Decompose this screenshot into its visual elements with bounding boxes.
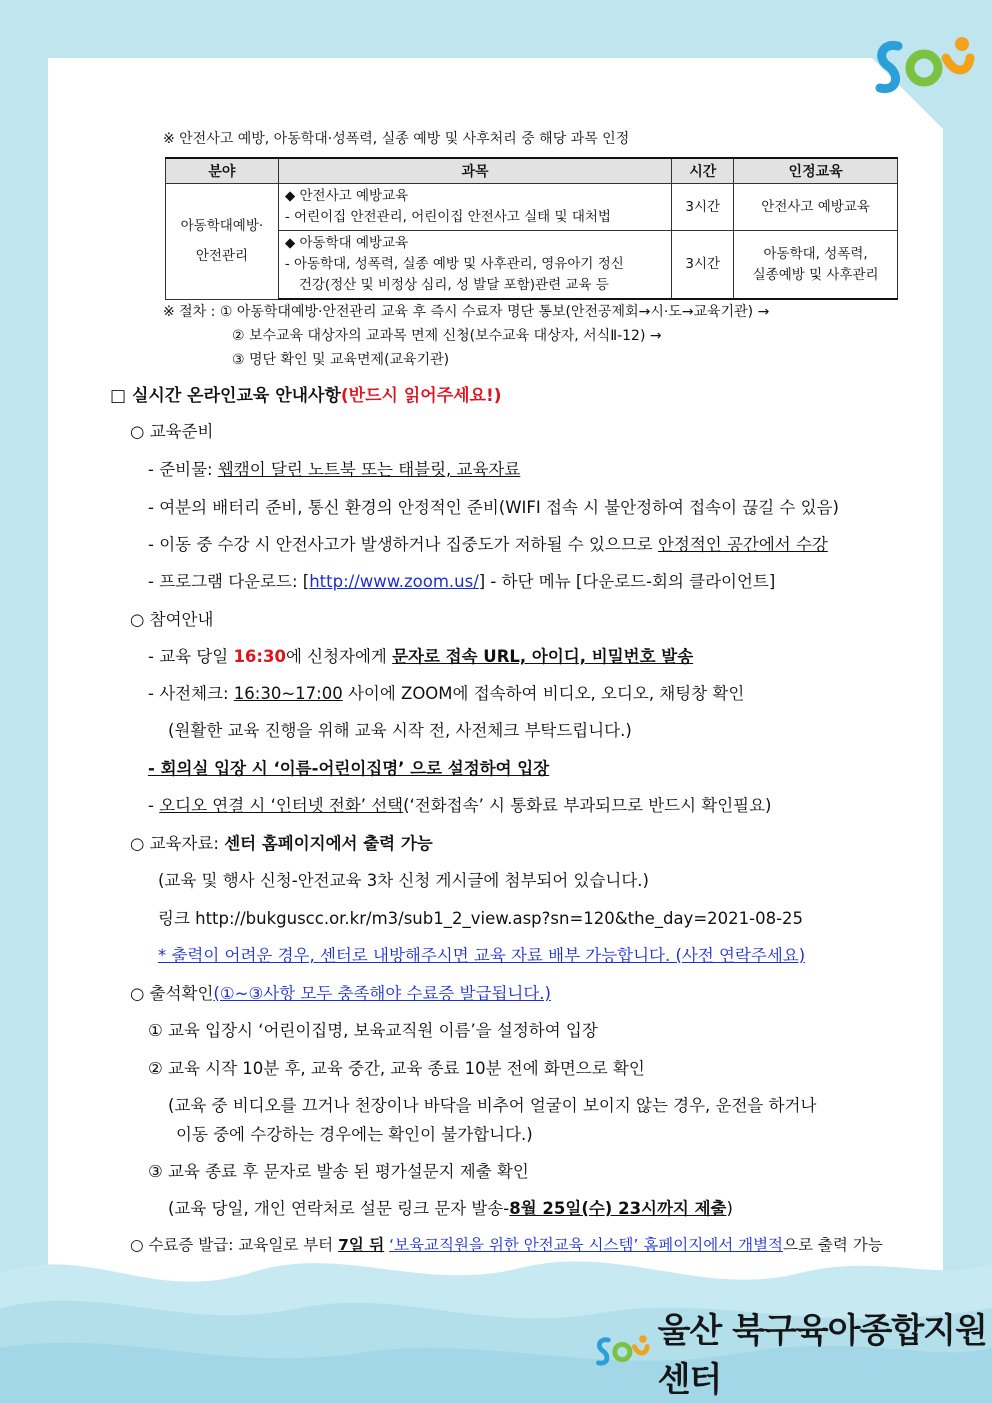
join-line-3: (원활한 교육 진행을 위해 교육 시작 전, 사전체크 부탁드립니다.) <box>168 721 632 740</box>
procedure-step-3: ③ 명단 확인 및 교육면제(교육기관) <box>232 352 450 368</box>
procedure-step-2: ② 보수교육 대상자의 교과목 면제 신청(보수교육 대상자, 서식Ⅱ-12) → <box>232 328 662 344</box>
subject-detail-cont: 건강(정산 및 비정상 심리, 성 발달 포함)관련 교육 등 <box>298 277 609 293</box>
attend-line-3b: 이동 중에 수강하는 경우에는 확인이 불가합니다.) <box>176 1125 533 1144</box>
material-note: * 출력이 어려운 경우, 센터로 내방해주시면 교육 자료 배부 가능합니다. (사전 연락주세요) <box>158 946 806 965</box>
center-logo-icon <box>592 1324 652 1380</box>
header-recognized: 인정교육 <box>734 158 898 184</box>
table-row <box>166 184 898 231</box>
header-time: 시간 <box>672 158 734 184</box>
time-cell: 3시간 <box>672 231 734 300</box>
attend-line-4: ③ 교육 종료 후 문자로 발송 된 평가설문지 제출 확인 <box>148 1162 529 1181</box>
recognized-line1: 아동학대, 성폭력, <box>763 245 868 262</box>
material-heading: ○ 교육자료: 센터 홈페이지에서 출력 가능 <box>130 834 433 853</box>
header-subject: 과목 <box>278 158 671 184</box>
top-band <box>0 0 992 60</box>
zoom-download-link[interactable]: http://www.zoom.us/ <box>309 572 479 591</box>
subject-detail: - 어린이집 안전관리, 어린이집 안전사고 실태 및 대처법 <box>284 209 611 225</box>
attend-line-1: ① 교육 입장시 ‘어린이집명, 보육교직원 이름’을 설정하여 입장 <box>148 1021 598 1040</box>
prep-line-4: - 프로그램 다운로드: [http://www.zoom.us/] - 하단 메뉴 [다운로드-회의 클라이언트] <box>148 572 776 591</box>
join-line-5: - 오디오 연결 시 ‘인터넷 전화’ 선택(‘전화접속’ 시 통화료 부과되므로 반드시 확인필요) <box>148 796 772 815</box>
material-line-1: (교육 및 행사 신청-안전교육 3차 신청 게시글에 첨부되어 있습니다.) <box>158 871 649 890</box>
section-title: □ 실시간 온라인교육 안내사항(반드시 읽어주세요!) <box>110 386 502 406</box>
join-line-2: - 사전체크: 16:30~17:00 사이에 ZOOM에 접속하여 비디오, 오디오, 채팅창 확인 <box>148 684 745 703</box>
procedure-step-1: ※ 절차 : ① 아동학대예방·안전관리 교육 후 즉시 수료자 명단 통보(안전공제회→시·도→교육기관) → <box>163 304 770 320</box>
time-cell: 3시간 <box>672 184 734 231</box>
table-header-row <box>166 158 898 184</box>
certificate-line: ○ 수료증 발급: 교육일로 부터 7일 뒤 ‘보육교직원을 위한 안전교육 시스템’ 홈페이지에서 개별적으로 출력 가능 <box>130 1236 883 1254</box>
attend-line-5: (교육 당일, 개인 연락처로 설문 링크 문자 발송-8월 25일(수) 23시까지 제출) <box>168 1199 733 1218</box>
subject-title: ◆ 아동학대 예방교육 <box>284 235 409 251</box>
prep-line-1: - 준비물: 웹캠이 달린 노트북 또는 태블릿, 교육자료 <box>148 460 521 479</box>
attend-line-2: ② 교육 시작 10분 후, 교육 중간, 교육 종료 10분 전에 화면으로 확인 <box>148 1059 645 1078</box>
attend-line-3a: (교육 중 비디오를 끄거나 천장이나 바닥을 비추어 얼굴이 보이지 않는 경우, 운전을 하거나 <box>168 1096 817 1115</box>
section-warning: (반드시 읽어주세요!) <box>340 386 502 406</box>
recognized-cell <box>734 231 898 300</box>
prep-heading: ○ 교육준비 <box>130 422 214 441</box>
subject-cell <box>278 184 671 231</box>
recognized-cell: 안전사고 예방교육 <box>734 184 898 231</box>
certification-table <box>165 157 898 300</box>
attend-heading: ○ 출석확인(①~③사항 모두 충족해야 수료증 발급됩니다.) <box>130 984 551 1003</box>
prep-line-2: - 여분의 배터리 준비, 통신 환경의 안정적인 준비(WIFI 접속 시 불안정하여 접속이 끊길 수 있음) <box>148 498 839 517</box>
join-line-1: - 교육 당일 16:30에 신청자에게 문자로 접속 URL, 아이디, 비밀번호 발송 <box>148 647 694 666</box>
subject-note: ※ 안전사고 예방, 아동학대·성폭력, 실종 예방 및 사후처리 중 해당 과목 인정 <box>163 131 630 147</box>
subject-cell <box>278 231 671 300</box>
join-line-4: - 회의실 입장 시 ‘이름-어린이집명’ 으로 설정하여 입장 <box>148 759 550 778</box>
prep-line-3: - 이동 중 수강 시 안전사고가 발생하거나 집중도가 저하될 수 있으므로 안정적인 공간에서 수강 <box>148 535 828 554</box>
header-field: 분야 <box>166 158 279 184</box>
field-cell: 아동학대예방· 안전관리 <box>166 184 279 300</box>
center-logo-icon <box>868 28 978 108</box>
footer-logo <box>592 1311 992 1400</box>
recognized-line2: 실종예방 및 사후관리 <box>752 266 879 283</box>
join-heading: ○ 참여안내 <box>130 610 214 629</box>
subject-title: ◆ 안전사고 예방교육 <box>284 188 409 204</box>
org-name: 울산 북구육아종합지원센터 <box>657 1311 987 1400</box>
material-link[interactable]: 링크 http://bukguscc.or.kr/m3/sub1_2_view.asp?sn=120&the_day=2021-08-25 <box>158 909 804 928</box>
subject-detail: - 아동학대, 성폭력, 실종 예방 및 사후관리, 영유아기 정신 <box>284 256 624 272</box>
